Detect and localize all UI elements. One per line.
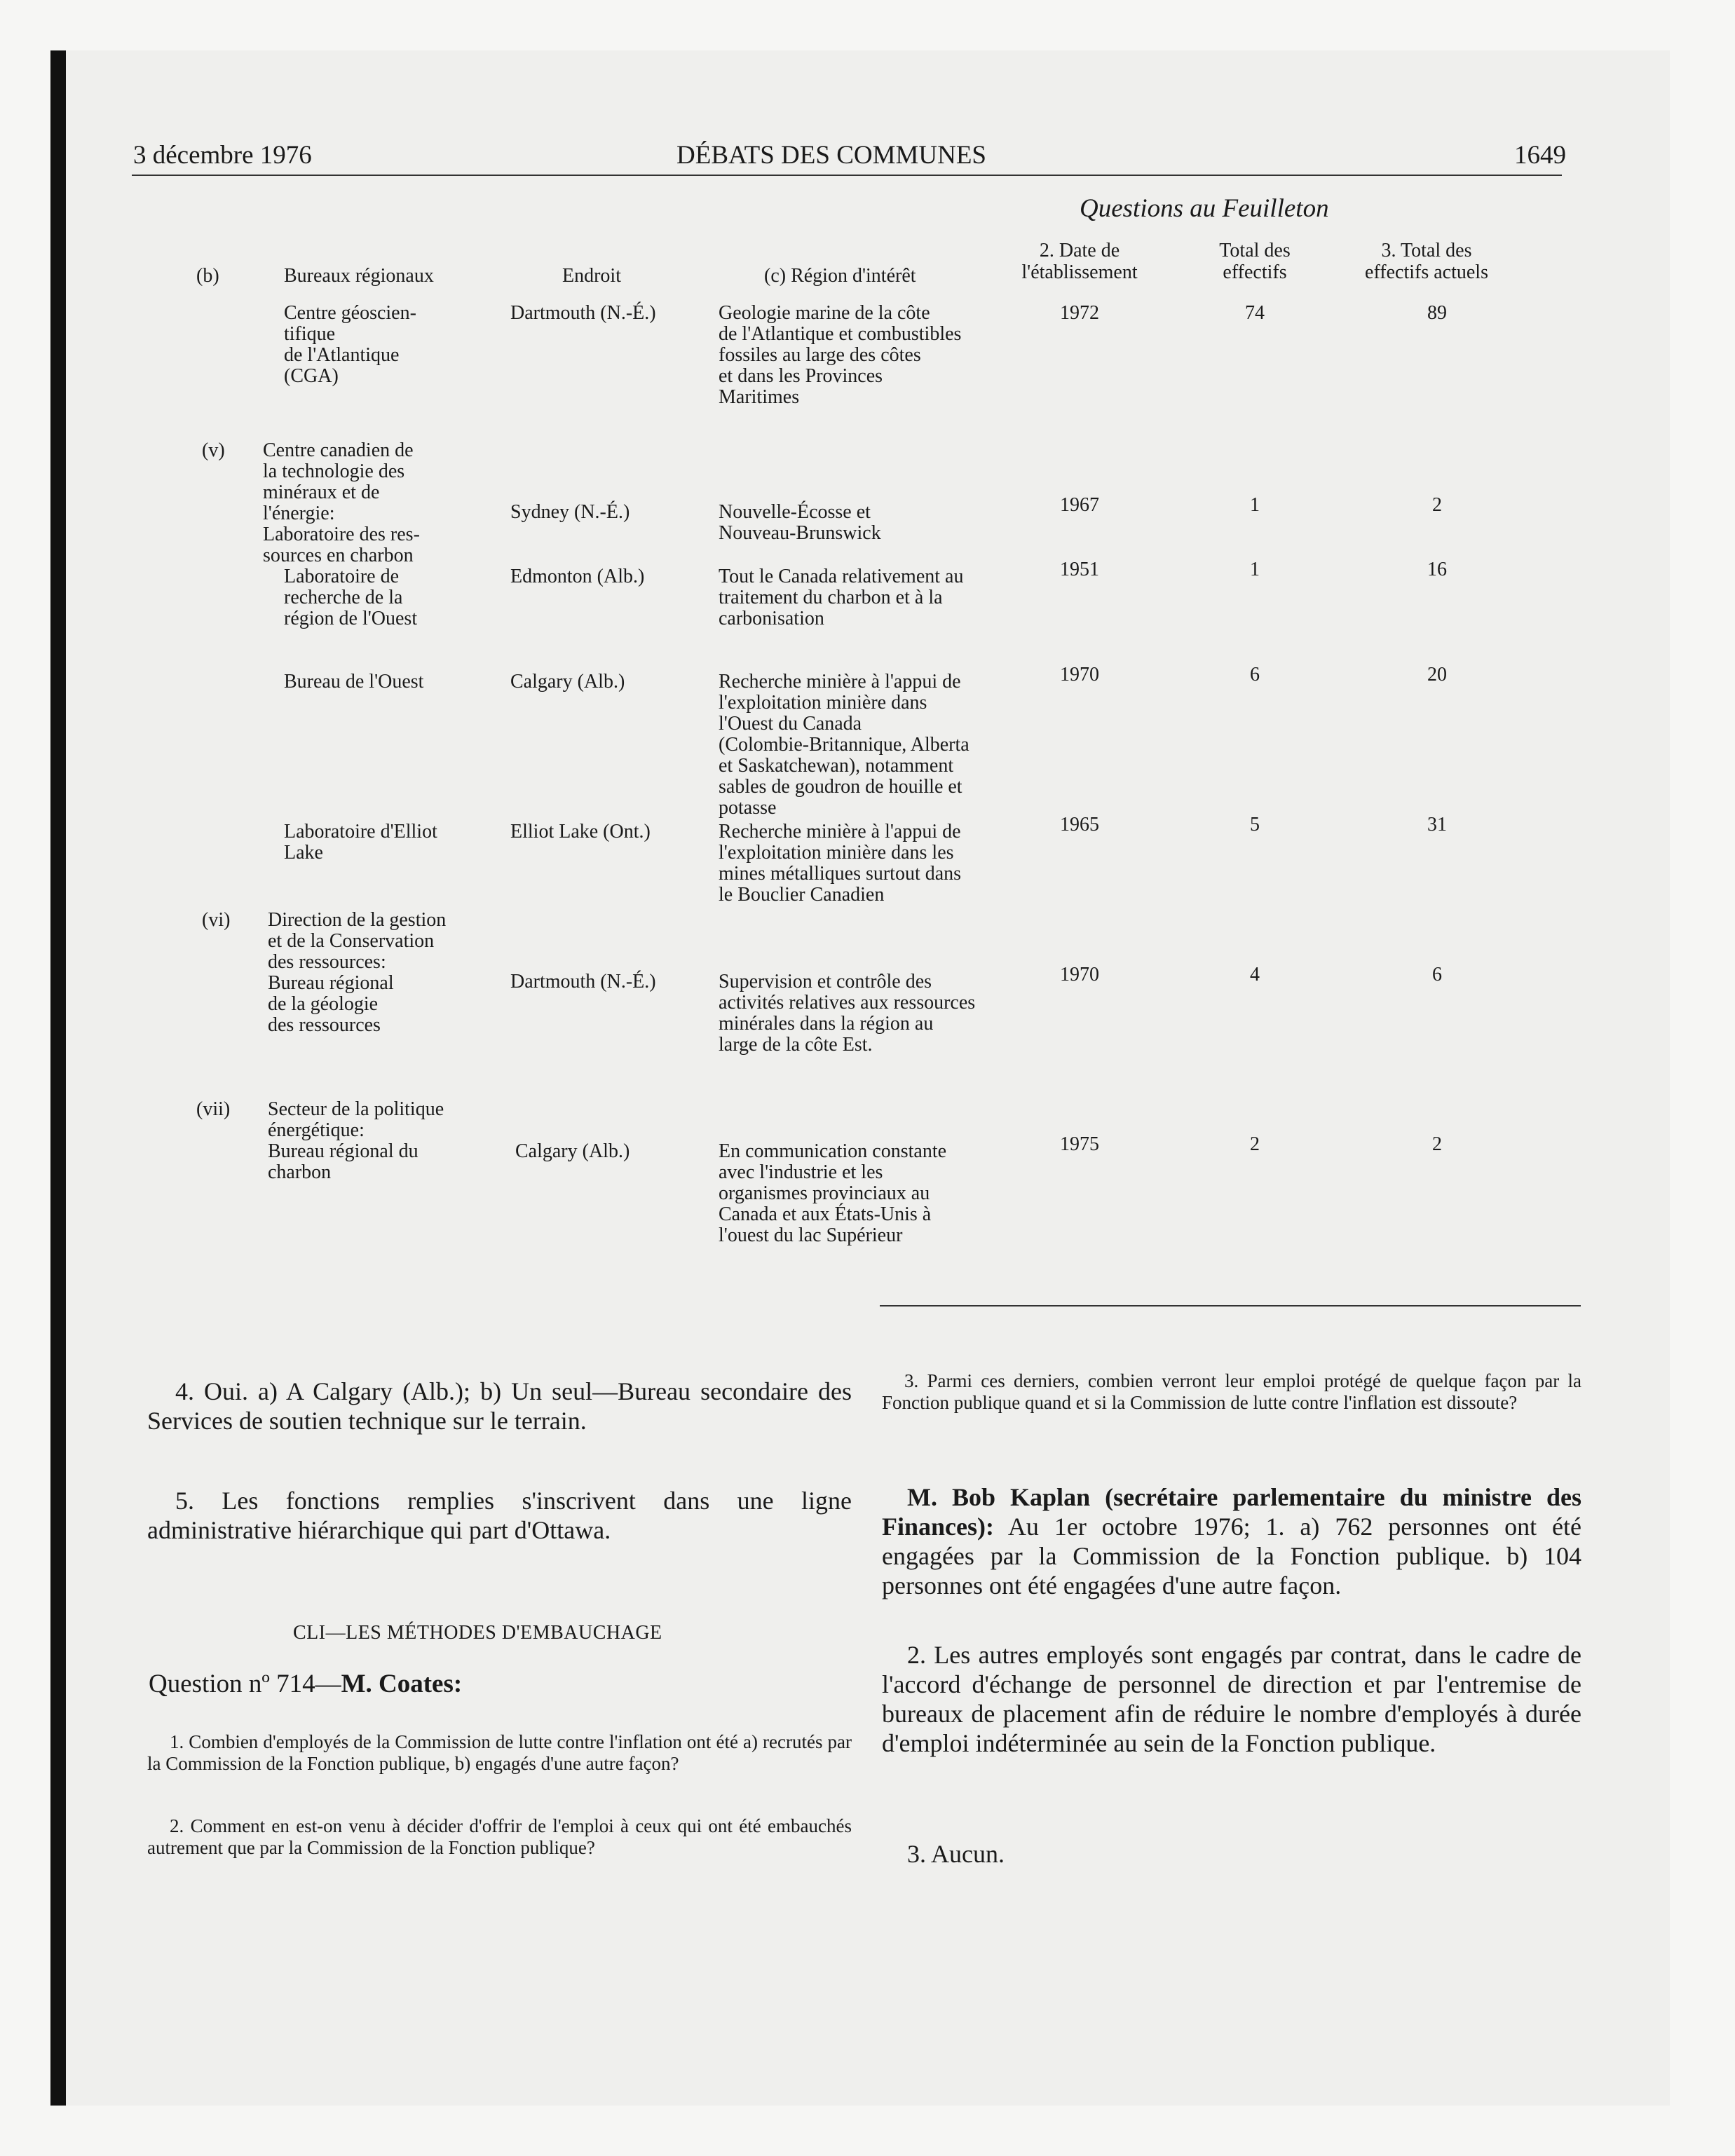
table-header-date-line2: l'établissement <box>1021 261 1138 283</box>
table-cell-date: 1967 <box>1060 494 1099 516</box>
table-header-total <box>1199 240 1311 283</box>
table-cell-region: Supervision et contrôle des activités relatives aux ressources minérales dans la région au large de la côte Est. <box>719 971 976 1056</box>
table-cell-name: Laboratoire de recherche de la région de l'Ouest <box>284 566 418 629</box>
table-cell-total: 1 <box>1250 494 1260 516</box>
table-cell-actuels: 6 <box>1432 964 1442 985</box>
table-header-b: (b) <box>196 265 219 287</box>
table-cell-total: 6 <box>1250 664 1260 685</box>
header-date: 3 décembre 1976 <box>133 141 312 170</box>
table-cell-region: Recherche minière à l'appui de l'exploitation minière dans les mines métalliques surtout dans le Bouclier Canadien <box>719 821 962 906</box>
table-cell-actuels: 20 <box>1427 664 1447 685</box>
speaker-name: M. Bob Kaplan (secrétaire parlementaire du ministre des Finances): <box>882 1483 1581 1541</box>
table-header-total-line2: effectifs <box>1223 261 1287 283</box>
table-cell-endroit: Dartmouth (N.-É.) <box>510 302 656 324</box>
table-cell-date: 1970 <box>1060 964 1099 985</box>
table-cell-region: Geologie marine de la côte de l'Atlantique et combustibles fossiles au large des côtes et dans les Provinces Maritimes <box>719 302 962 408</box>
table-cell-marker: (vii) <box>196 1098 231 1120</box>
table-cell-total: 2 <box>1250 1133 1260 1155</box>
answer-2: 2. Les autres employés sont engagés par contrat, dans le cadre de l'accord d'échange de personnel de direction et par l'entremise de bureaux de placement afin de réduire le nombre d'employés à durée d'emploi indéterminée au sein de la Fonction publique. <box>882 1641 1581 1757</box>
table-cell-date: 1975 <box>1060 1133 1099 1155</box>
table-cell-date: 1965 <box>1060 814 1099 835</box>
question-heading <box>149 1669 462 1699</box>
table-cell-name: Centre canadien de la technologie des minéraux et de l'énergie: Laboratoire des res- sources en charbon <box>263 439 420 566</box>
table-header-endroit: Endroit <box>562 265 621 287</box>
table-cell-total: 1 <box>1250 559 1260 580</box>
table-cell-actuels: 2 <box>1432 494 1442 516</box>
table-cell-region: En communication constante avec l'industrie et les organismes provinciaux au Canada et aux États-Unis à l'ouest du lac Supérieur <box>719 1140 947 1246</box>
table-cell-endroit: Dartmouth (N.-É.) <box>510 971 656 992</box>
table-cell-name: Laboratoire d'Elliot Lake <box>284 821 437 864</box>
table-cell-marker: (vi) <box>202 909 231 931</box>
table-cell-name: Centre géoscien- tifique de l'Atlantique (CGA) <box>284 302 416 387</box>
question-prefix: Question nº 714— <box>149 1670 341 1698</box>
table-cell-region: Recherche minière à l'appui de l'exploitation minière dans l'Ouest du Canada (Colombie-Britannique, Alberta et Saskatchewan), notamment sables de goudron de houille et potasse <box>719 671 969 819</box>
header-title: DÉBATS DES COMMUNES <box>676 141 987 170</box>
table-cell-name: Bureau de l'Ouest <box>284 671 424 692</box>
answer-4: 4. Oui. a) A Calgary (Alb.); b) Un seul—Bureau secondaire des Services de soutien technique sur le terrain. <box>147 1377 852 1435</box>
table-cell-date: 1970 <box>1060 664 1099 685</box>
table-cell-endroit: Edmonton (Alb.) <box>510 566 645 587</box>
question-3: 3. Parmi ces derniers, combien verront leur emploi protégé de quelque façon par la Fonction publique quand et si la Commission de lutte contre l'inflation est dissoute? <box>882 1370 1581 1413</box>
question-member: M. Coates: <box>341 1670 463 1698</box>
table-cell-actuels: 2 <box>1432 1133 1442 1155</box>
question-2: 2. Comment en est-on venu à décider d'offrir de l'emploi à ceux qui ont été embauchés autrement que par la Commission de la Fonction publique? <box>147 1815 852 1858</box>
table-cell-endroit: Elliot Lake (Ont.) <box>510 821 651 842</box>
table-cell-marker: (v) <box>202 439 225 461</box>
table-cell-total: 5 <box>1250 814 1260 835</box>
answer-5: 5. Les fonctions remplies s'inscrivent dans une ligne administrative hiérarchique qui part d'Ottawa. <box>147 1487 852 1544</box>
table-cell-endroit: Sydney (N.-É.) <box>510 501 630 523</box>
table-cell-region: Nouvelle-Écosse et Nouveau-Brunswick <box>719 501 881 544</box>
table-cell-name: Secteur de la politique énergétique: Bureau régional du charbon <box>268 1098 444 1183</box>
table-header-date <box>1009 240 1150 283</box>
table-header-actuels <box>1346 240 1507 283</box>
header-subtitle: Questions au Feuilleton <box>1080 194 1329 223</box>
table-header-date-line1: 2. Date de <box>1039 240 1120 261</box>
table-cell-endroit: Calgary (Alb.) <box>515 1140 630 1162</box>
table-header-bureaux: Bureaux régionaux <box>284 265 434 287</box>
table-cell-actuels: 31 <box>1427 814 1447 835</box>
answer-1: Au 1er octobre 1976; 1. a) 762 personnes ont été engagées par la Commission de la Fonction publique. b) 104 personnes ont été engagées d'une autre façon. <box>882 1513 1581 1599</box>
table-cell-date: 1951 <box>1060 559 1099 580</box>
section-title: CLI—LES MÉTHODES D'EMBAUCHAGE <box>293 1622 662 1644</box>
table-cell-region: Tout le Canada relativement au traitement du charbon et à la carbonisation <box>719 566 964 629</box>
table-cell-name: Direction de la gestion et de la Conservation des ressources: Bureau régional de la géologie des ressources <box>268 909 447 1036</box>
table-cell-actuels: 89 <box>1427 302 1447 324</box>
header-rule <box>132 175 1562 176</box>
table-cell-total: 4 <box>1250 964 1260 985</box>
table-cell-actuels: 16 <box>1427 559 1447 580</box>
table-header-actuels-line1: 3. Total des <box>1381 240 1472 261</box>
column-rule <box>880 1305 1581 1306</box>
scan-edge-bar <box>50 50 66 2106</box>
answer-3: 3. Aucun. <box>907 1840 1005 1868</box>
table-cell-total: 74 <box>1245 302 1265 324</box>
table-cell-endroit: Calgary (Alb.) <box>510 671 625 692</box>
question-1: 1. Combien d'employés de la Commission de lutte contre l'inflation ont été a) recrutés par la Commission de la Fonction publique, b) engagés d'une autre façon? <box>147 1731 852 1774</box>
kaplan-answer <box>882 1482 1581 1600</box>
table-header-region: (c) Région d'intérêt <box>764 265 916 287</box>
table-cell-date: 1972 <box>1060 302 1099 324</box>
table-header-actuels-line2: effectifs actuels <box>1365 261 1488 283</box>
table-header-total-line1: Total des <box>1219 240 1291 261</box>
header-page-number: 1649 <box>1514 141 1566 170</box>
